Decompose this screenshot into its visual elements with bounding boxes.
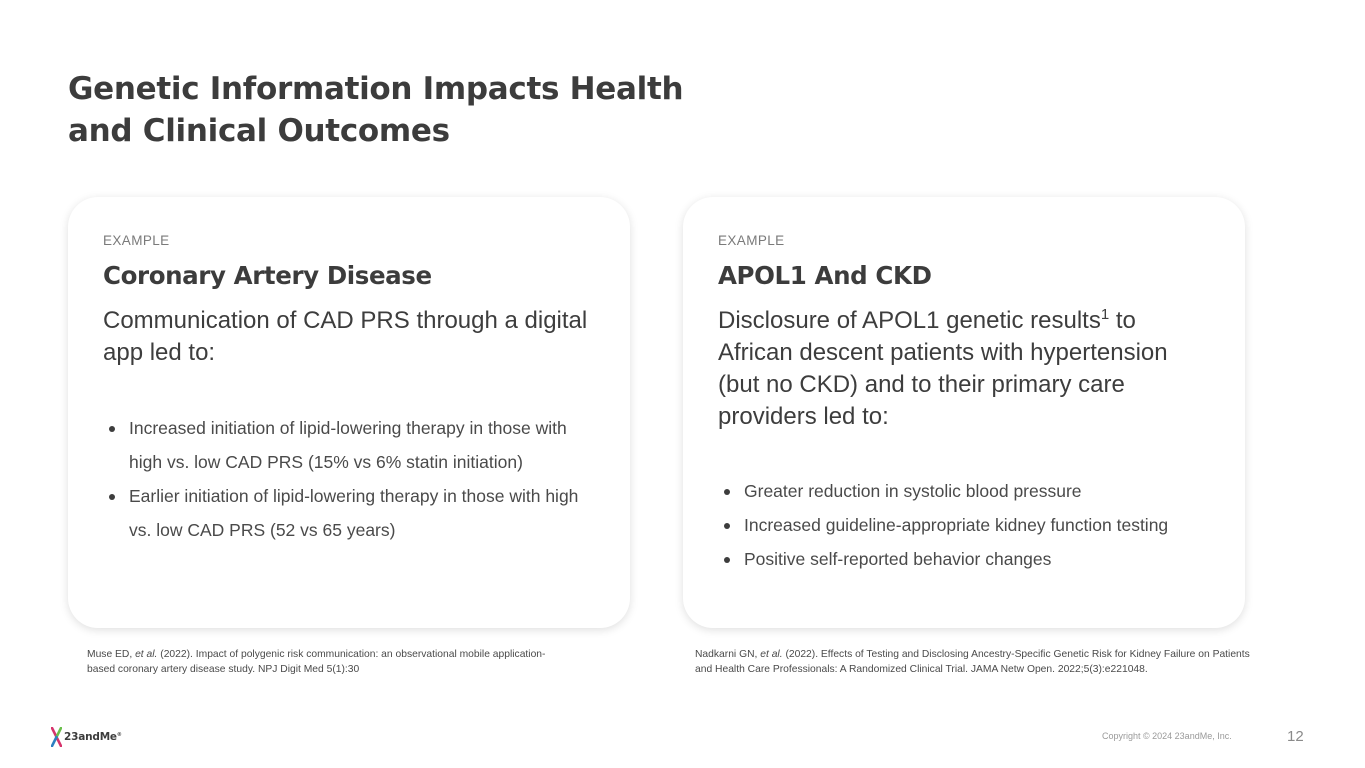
- reference-details: (2022). Impact of polygenic risk communication: an observational mobile application-based coronary artery disease study. NPJ Digit Med 5(1):30: [87, 649, 546, 675]
- bullet-item: [718, 474, 1211, 508]
- bullet-text: Increased initiation of lipid-lowering therapy in those with high vs. low CAD PRS (15% vs 6% statin initiation): [129, 418, 567, 472]
- brand-logo: [51, 726, 122, 748]
- card-lead: [718, 305, 1211, 433]
- card-heading: APOL1 And CKD: [718, 261, 932, 290]
- 23andme-logo-icon: [51, 727, 62, 747]
- example-card-cad: [68, 197, 630, 628]
- bullet-dot-icon: [109, 494, 115, 500]
- slide-title: Genetic Information Impacts Health and Clinical Outcomes: [68, 71, 684, 149]
- bullet-dot-icon: [724, 557, 730, 563]
- bullet-list: [103, 411, 596, 547]
- page-number: 12: [1287, 728, 1304, 745]
- card-eyebrow: EXAMPLE: [718, 233, 785, 248]
- reference-details: (2022). Effects of Testing and Disclosing Ancestry-Specific Genetic Risk for Kidney Failure on Patients and Health Care Professionals: A Randomized Clinical Trial. JAMA Netw Open. 2022;5(3):e221048.: [695, 649, 1250, 675]
- card-eyebrow: EXAMPLE: [103, 233, 170, 248]
- bullet-item: [103, 479, 596, 547]
- reference-etal: et al.: [135, 649, 158, 660]
- bullet-item: [103, 411, 596, 479]
- reference-authors: Muse ED,: [87, 649, 136, 660]
- bullet-dot-icon: [724, 489, 730, 495]
- logo-trademark: ®: [116, 732, 122, 738]
- logo-wordmark: [64, 731, 122, 743]
- bullet-item: [718, 542, 1211, 576]
- reference-etal: et al.: [760, 649, 783, 660]
- bullet-text: Positive self-reported behavior changes: [744, 549, 1052, 569]
- logo-wordmark-text: 23andMe: [64, 731, 117, 743]
- card-heading: Coronary Artery Disease: [103, 261, 432, 290]
- lead-text: Disclosure of APOL1 genetic results: [718, 307, 1101, 334]
- bullet-dot-icon: [109, 426, 115, 432]
- bullet-item: [718, 508, 1211, 542]
- reference-citation: [695, 647, 1255, 677]
- card-lead: Communication of CAD PRS through a digital app led to:: [103, 307, 588, 366]
- bullet-text: Greater reduction in systolic blood pressure: [744, 481, 1082, 501]
- bullet-text: Earlier initiation of lipid-lowering therapy in those with high vs. low CAD PRS (52 vs 65 years): [129, 486, 579, 540]
- lead-text-continued: to African descent patients with hypertension (but no CKD) and to their primary care providers led to:: [718, 307, 1168, 430]
- footnote-marker: 1: [1100, 306, 1110, 323]
- reference-citation: [87, 647, 557, 677]
- copyright-notice: Copyright © 2024 23andMe, Inc.: [1102, 731, 1232, 741]
- example-card-apol1: [683, 197, 1245, 628]
- reference-authors: Nadkarni GN,: [695, 649, 761, 660]
- bullet-text: Increased guideline-appropriate kidney function testing: [744, 515, 1169, 535]
- bullet-dot-icon: [724, 523, 730, 529]
- bullet-list: [718, 474, 1211, 576]
